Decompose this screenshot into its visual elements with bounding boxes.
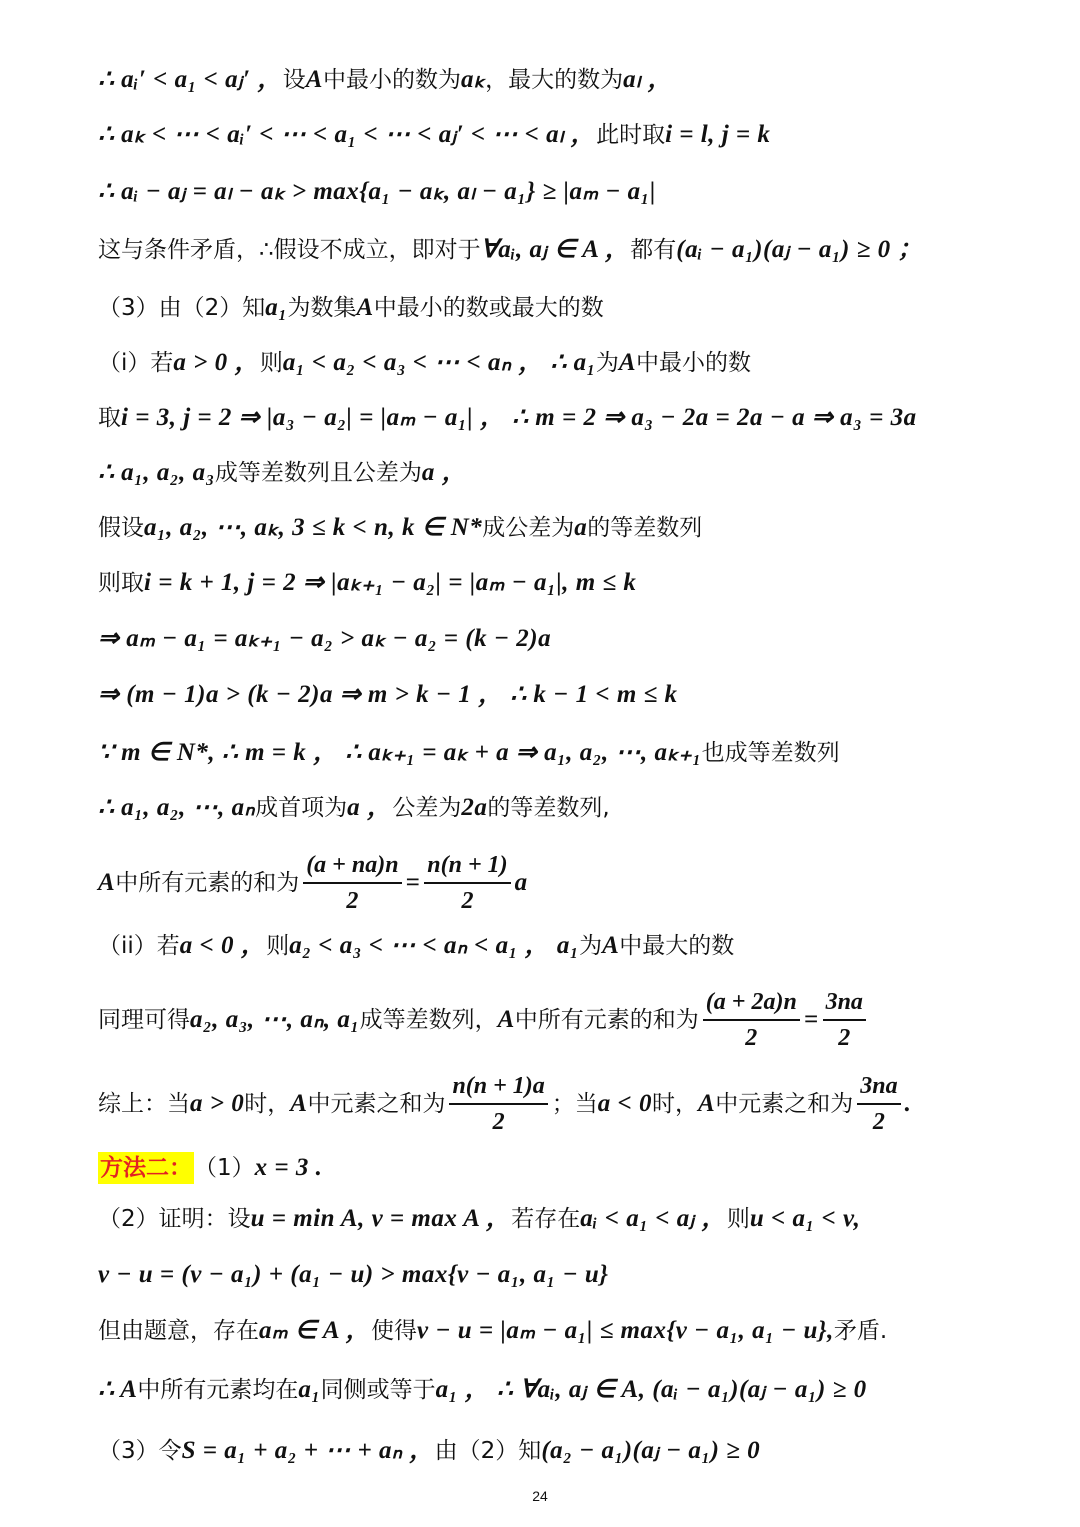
math-expression: a > 0: [190, 1090, 245, 1117]
line-2: [98, 119, 998, 151]
line-17: [98, 985, 998, 1055]
line-21: [98, 1259, 998, 1291]
text-run: 成公差为: [482, 515, 575, 541]
math-expression: A: [497, 1006, 515, 1033]
math-expression: a₁, a₂, ⋯, aₖ, 3 ≤ k < n, k ∈ N*: [144, 514, 483, 541]
text-run: 中最小的数为: [322, 67, 461, 93]
text-run: 中所有元素的和为: [514, 1007, 699, 1033]
text-run: 同理可得: [98, 1007, 190, 1033]
math-expression: A: [602, 932, 620, 959]
line-19: [98, 1152, 998, 1184]
line-9: [98, 512, 998, 544]
line-18: [98, 1069, 998, 1139]
text-run: 为: [579, 933, 603, 959]
math-expression: A: [290, 1090, 308, 1117]
math-expression: ⇒ (m − 1)a > (k − 2)a ⇒ m > k − 1 ， ∴ k − 1 < m ≤ k: [98, 681, 678, 708]
text-run: （3）由（2）知: [98, 295, 266, 321]
text-run: 中所有元素均在: [137, 1377, 299, 1403]
math-expression: v − u = (v − a₁) + (a₁ − u) > max{v − a₁, a₁ − u}: [98, 1261, 609, 1288]
text-run: 成首项为: [255, 795, 348, 821]
math-expression: (aᵢ − a₁)(aⱼ − a₁) ≥ 0 ；: [676, 236, 923, 263]
text-run: 公差为: [392, 795, 462, 821]
fraction-denominator: 2: [346, 888, 359, 914]
fraction-denominator: 2: [872, 1109, 885, 1135]
line-16: [98, 930, 998, 962]
line-14: [98, 792, 998, 824]
line-20: [98, 1203, 998, 1235]
text-run: 取: [98, 405, 121, 431]
line-5: [98, 292, 998, 324]
math-expression: ∴ aₖ < ⋯ < aᵢ′ < ⋯ < a₁ < ⋯ < aⱼ′ < ⋯ < aₗ ，: [98, 121, 597, 148]
line-7: [98, 402, 998, 434]
line-23: [98, 1374, 998, 1406]
text-run: 但由题意，存在: [98, 1318, 259, 1344]
math-expression: S = a₁ + a₂ + ⋯ + aₙ ，: [181, 1437, 435, 1464]
text-run: 的等差数列,: [487, 795, 610, 821]
math-expression: x = 3 .: [254, 1154, 323, 1181]
math-expression: A: [305, 66, 323, 93]
text-run: 则: [259, 350, 283, 376]
math-expression: ∴ aᵢ − aⱼ = aₗ − aₖ > max{a₁ − aₖ, aₗ − a₁} ≥ |aₘ − a₁|: [98, 178, 656, 205]
text-run: 使得: [370, 1318, 417, 1344]
text-run: （ii）若: [98, 933, 180, 959]
text-run: （i）若: [98, 350, 174, 376]
math-expression: a > 0 ，: [173, 349, 260, 376]
fraction-numerator: 3na: [857, 1071, 900, 1105]
text-run: 则取: [98, 570, 144, 596]
fraction: [449, 1071, 547, 1137]
text-run: 同侧或等于: [320, 1377, 436, 1403]
math-expression: ∴ a₁, a₂, ⋯, aₙ: [98, 794, 256, 821]
text-run: 都有: [630, 237, 677, 263]
math-expression: ∴ A: [98, 1376, 138, 1403]
math-expression: ∴ a₁, a₂, a₃: [98, 459, 215, 486]
text-run: 时，: [244, 1091, 291, 1117]
text-run: 设: [282, 67, 306, 93]
math-expression: a < 0 ，: [179, 932, 267, 959]
math-expression: a₁ ， ∴ ∀aᵢ, aⱼ ∈ A, (aᵢ − a₁)(aⱼ − a₁) ≥ 0: [435, 1376, 867, 1403]
line-13: [98, 737, 998, 769]
text-run: 若存在: [511, 1206, 581, 1232]
text-run: 综上：当: [98, 1091, 190, 1117]
line-11: [98, 623, 998, 655]
line-15: [98, 848, 998, 918]
math-expression: a: [574, 514, 588, 541]
math-expression: =: [405, 869, 421, 896]
math-expression: a₁: [265, 294, 288, 321]
math-expression: a ，: [347, 794, 393, 821]
line-4: [98, 234, 998, 266]
line-10: [98, 567, 998, 599]
math-expression: aₗ ，: [623, 66, 674, 93]
text-run: 则: [266, 933, 290, 959]
math-expression: ∀aᵢ, aⱼ ∈ A ，: [480, 236, 631, 263]
text-run: 矛盾.: [833, 1318, 888, 1344]
fraction-numerator: n(n + 1)a: [449, 1071, 547, 1105]
math-expression: a₂ < a₃ < ⋯ < aₙ < a₁ ， a₁: [289, 932, 580, 959]
text-run: 为: [595, 350, 619, 376]
math-expression: ∴ aᵢ′ < a₁ < aⱼ′ ，: [98, 66, 283, 93]
line-8: [98, 457, 998, 489]
text-run: （3）令: [98, 1438, 182, 1464]
text-run: 也成等差数列: [701, 740, 840, 766]
math-expression: ∵ m ∈ N*, ∴ m = k ， ∴ aₖ₊₁ = aₖ + a ⇒ a₁, a₂, ⋯, aₖ₊₁: [98, 739, 702, 766]
text-run: ；当: [551, 1091, 598, 1117]
math-expression: 2a: [461, 794, 488, 821]
text-run: 成等差数列且公差为: [214, 460, 422, 486]
math-expression: a: [514, 869, 528, 896]
text-run: 中最小的数: [636, 350, 752, 376]
math-expression: u < a₁ < v,: [749, 1205, 861, 1232]
fraction-denominator: 2: [461, 888, 474, 914]
line-3: [98, 176, 998, 208]
math-expression: a < 0: [597, 1090, 653, 1117]
fraction-denominator: 2: [492, 1109, 505, 1135]
text-run: 的等差数列: [587, 515, 703, 541]
text-run: （1）: [194, 1155, 255, 1181]
fraction-denominator: 2: [838, 1025, 851, 1051]
text-run: 中最大的数: [619, 933, 735, 959]
text-run: 则: [726, 1206, 750, 1232]
text-run: 时，: [652, 1091, 699, 1117]
text-run: 中所有元素的和为: [115, 870, 300, 896]
text-run: 由（2）知: [434, 1438, 542, 1464]
math-expression: A: [98, 869, 116, 896]
line-12: [98, 679, 998, 711]
fraction-numerator: n(n + 1): [424, 850, 510, 884]
fraction: [857, 1071, 900, 1137]
line-24: [98, 1435, 998, 1467]
fraction: [303, 850, 401, 916]
line-22: [98, 1315, 998, 1347]
text-run: 中元素之和为: [307, 1091, 446, 1117]
math-expression: (a₂ − a₁)(aⱼ − a₁) ≥ 0: [541, 1437, 761, 1464]
text-run: 中元素之和为: [715, 1091, 854, 1117]
text-run: 这与条件矛盾，∴假设不成立，即对于: [98, 237, 481, 263]
math-expression: A: [618, 349, 637, 376]
math-expression: aᵢ < a₁ < aⱼ ，: [580, 1205, 727, 1232]
math-expression: i = l, j = k: [665, 121, 771, 148]
text-run: 成等差数列，: [359, 1007, 498, 1033]
math-expression: i = k + 1, j = 2 ⇒ |aₖ₊₁ − a₂| = |aₘ − a₁|, m ≤ k: [144, 569, 637, 596]
text-run: ，最大的数为: [485, 67, 624, 93]
method-heading: 方法二：: [98, 1152, 194, 1184]
line-1: [98, 64, 998, 96]
math-expression: A: [698, 1090, 716, 1117]
text-run: 中最小的数或最大的数: [373, 295, 604, 321]
fraction-numerator: (a + na)n: [303, 850, 401, 884]
fraction-denominator: 2: [745, 1025, 758, 1051]
text-run: 为数集: [287, 295, 357, 321]
math-expression: .: [904, 1090, 912, 1117]
math-expression: aₖ: [460, 66, 486, 93]
fraction: [823, 987, 866, 1053]
math-expression: a₂, a₃, ⋯, aₙ, a₁: [190, 1006, 360, 1033]
text-run: 假设: [98, 515, 144, 541]
math-expression: ⇒ aₘ − a₁ = aₖ₊₁ − a₂ > aₖ − a₂ = (k − 2)a: [98, 625, 552, 652]
fraction: [424, 850, 510, 916]
math-expression: A: [356, 294, 374, 321]
page-number: 24: [532, 1488, 548, 1504]
math-expression: i = 3, j = 2 ⇒ |a₃ − a₂| = |aₘ − a₁| ， ∴ m = 2 ⇒ a₃ − 2a = 2a − a ⇒ a₃ = 3a: [121, 404, 917, 431]
math-expression: a₁ < a₂ < a₃ < ⋯ < aₙ ， ∴ a₁: [282, 349, 596, 376]
math-expression: aₘ ∈ A ，: [259, 1317, 371, 1344]
fraction-numerator: (a + 2a)n: [703, 987, 800, 1021]
fraction: [703, 987, 800, 1053]
text-run: 此时取: [596, 122, 666, 148]
math-expression: v − u = |aₘ − a₁| ≤ max{v − a₁, a₁ − u},: [416, 1317, 834, 1344]
math-expression: a₁: [298, 1376, 321, 1403]
line-6: [98, 347, 998, 379]
math-expression: a ，: [421, 459, 468, 486]
math-expression: u = min A, v = max A ，: [250, 1205, 512, 1232]
math-expression: =: [803, 1006, 819, 1033]
fraction-numerator: 3na: [823, 987, 866, 1021]
text-run: （2）证明：设: [98, 1206, 251, 1232]
